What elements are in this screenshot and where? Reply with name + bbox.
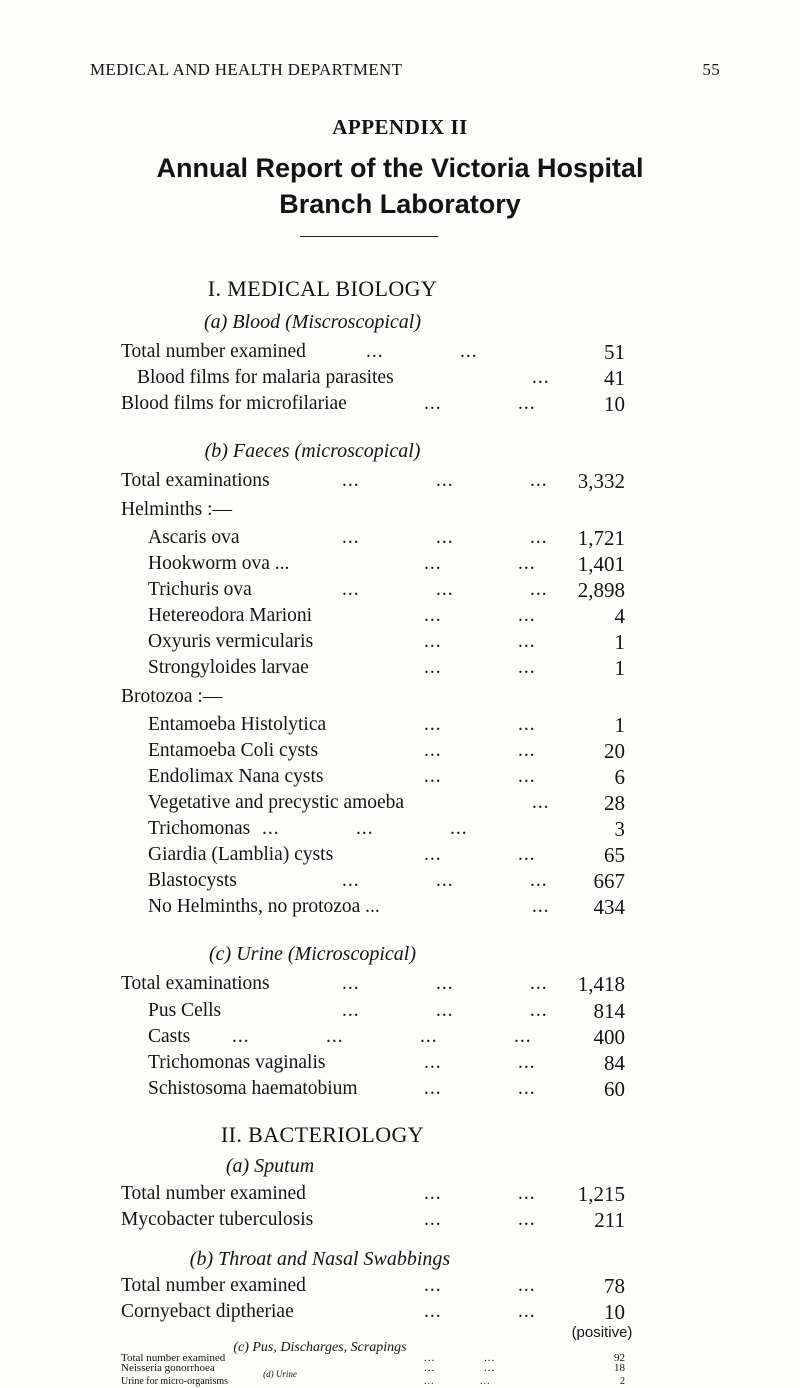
row-value: 84 — [604, 1051, 625, 1075]
table-row — [0, 524, 800, 552]
leader-dots: ... ... — [424, 1376, 491, 1387]
leader-dots: ... — [532, 896, 550, 917]
table-row — [0, 997, 800, 1025]
subhead-sputum: (a) Sputum — [225, 1155, 315, 1177]
table-row — [0, 1376, 800, 1387]
subhead-urine-organisms: (d) Urine — [263, 1369, 297, 1379]
running-title: MEDICAL AND HEALTH DEPARTMENT — [90, 60, 403, 79]
table-row — [0, 711, 800, 739]
row-value: 1,418 — [577, 972, 625, 996]
table-row — [0, 1023, 800, 1051]
row-label: Hookworm ova ... — [148, 553, 290, 574]
subhead-throat-nasal: (b) Throat and Nasal Swabbings — [189, 1248, 451, 1270]
subhead-faeces: (b) Faeces (microscopical) — [204, 440, 421, 462]
row-value: 1,721 — [577, 526, 625, 550]
leader-dots: ... ... ... — [342, 527, 548, 548]
row-label: Entamoeba Histolytica — [148, 714, 327, 735]
helminths-heading-row — [0, 496, 800, 524]
table-row — [0, 737, 800, 765]
table-row — [0, 867, 800, 895]
row-label: Schistosoma haematobium — [148, 1078, 358, 1099]
row-value: 4 — [614, 604, 625, 628]
row-value: 60 — [604, 1077, 625, 1101]
leader-dots: ... ... — [424, 1362, 496, 1374]
table-row — [0, 1272, 800, 1300]
appendix-label: APPENDIX II — [332, 115, 468, 139]
leader-dots: ... ... — [424, 393, 536, 414]
table-row — [0, 1180, 800, 1208]
table-row — [0, 576, 800, 604]
leader-dots: ... ... — [424, 766, 536, 787]
page-number: 55 — [702, 60, 720, 79]
leader-dots: ... ... ... — [342, 973, 548, 994]
leader-dots: ... — [532, 792, 550, 813]
table-row — [0, 1206, 800, 1234]
row-value: 78 — [604, 1274, 625, 1298]
leader-dots: ... ... — [424, 631, 536, 652]
row-value: 18 — [614, 1362, 625, 1374]
row-label: Trichuris ova — [148, 579, 252, 600]
row-label: Total number examined — [121, 341, 306, 362]
leader-dots: ... ... — [424, 740, 536, 761]
leader-dots: ... ... ... — [342, 470, 548, 491]
table-row — [0, 763, 800, 791]
leader-dots: ... ... ... — [342, 579, 548, 600]
row-value: 65 — [604, 843, 625, 867]
row-value: 667 — [593, 869, 625, 893]
leader-dots: ... ... — [424, 714, 536, 735]
table-row — [0, 789, 800, 817]
row-value: 1 — [614, 713, 625, 737]
table-row — [0, 1049, 800, 1077]
table-row — [0, 1075, 800, 1103]
row-label: Total examinations — [121, 973, 270, 994]
subhead-blood: (a) Blood (Miscroscopical) — [204, 311, 421, 333]
row-label: Total number examined — [121, 1352, 226, 1364]
table-row — [0, 338, 800, 366]
row-label: Pus Cells — [148, 1000, 222, 1021]
row-value: 434 — [593, 895, 625, 919]
table-row — [0, 550, 800, 578]
table-row — [0, 628, 800, 656]
helminths-label: Helminths :— — [121, 499, 233, 520]
row-label: Strongyloides larvae — [148, 657, 309, 678]
protozoa-heading-row — [0, 683, 800, 711]
leader-dots: ... ... ... — [342, 870, 548, 891]
leader-dots: ... ... — [424, 844, 536, 865]
table-row — [0, 893, 800, 921]
row-value: 92 — [614, 1352, 625, 1364]
leader-dots: ... ... — [424, 1052, 536, 1073]
row-label: Blastocysts — [148, 870, 237, 891]
row-value: 51 — [604, 340, 625, 364]
row-label: Neisseria gonorrhoea — [121, 1362, 215, 1374]
report-title-line-1: Annual Report of the Victoria Hospital — [156, 153, 644, 183]
table-row — [0, 602, 800, 630]
row-value: 2,898 — [577, 578, 625, 602]
row-value: 2 — [620, 1376, 625, 1387]
row-value: 3 — [614, 817, 625, 841]
row-label: Urine for micro-organisms — [121, 1376, 229, 1387]
row-value: 1 — [614, 656, 625, 680]
table-row — [0, 841, 800, 869]
report-title-line-2: Branch Laboratory — [279, 189, 521, 219]
row-label: Ascaris ova — [148, 527, 240, 548]
leader-dots: ... ... — [424, 1209, 536, 1230]
row-label: Cornyebact diptheriae — [121, 1301, 294, 1322]
row-label: Oxyuris vermicularis — [148, 631, 314, 652]
subhead-urine-microscopical: (c) Urine (Microscopical) — [209, 943, 416, 965]
leader-dots: ... ... — [424, 1275, 536, 1296]
row-value: 41 — [604, 366, 625, 390]
row-value: 10 — [604, 1300, 625, 1324]
row-value: 20 — [604, 739, 625, 763]
leader-dots: ... ... — [424, 657, 536, 678]
table-row — [0, 1298, 800, 1326]
leader-dots: ... ... — [424, 1183, 536, 1204]
leader-dots: ... ... — [424, 605, 536, 626]
leader-dots: ... ... — [366, 341, 478, 362]
table-row — [0, 815, 800, 843]
section-title-medical-biology: I. MEDICAL BIOLOGY — [207, 276, 438, 301]
row-label: Hetereodora Marioni — [148, 605, 313, 626]
row-value: 1,215 — [577, 1182, 625, 1206]
leader-dots: ... ... — [424, 1352, 496, 1364]
row-label: Total examinations — [121, 470, 270, 491]
row-value: 28 — [604, 791, 625, 815]
leader-dots: ... ... ... — [342, 1000, 548, 1021]
row-value: 211 — [594, 1208, 625, 1232]
table-row — [0, 390, 800, 418]
row-label: Trichomonas — [148, 818, 251, 839]
row-label: Blood films for malaria parasites — [137, 367, 394, 388]
table-row — [0, 467, 800, 495]
row-label: Vegetative and precystic amoeba — [148, 792, 405, 813]
table-row — [0, 970, 800, 998]
subhead-pus-discharges: (c) Pus, Discharges, Scrapings — [233, 1340, 407, 1355]
row-value: 10 — [604, 392, 625, 416]
row-value: 1,401 — [577, 552, 625, 576]
leader-dots: ... ... ... — [262, 818, 468, 839]
positive-note: (positive) — [571, 1324, 633, 1341]
leader-dots: ... ... — [424, 1078, 536, 1099]
running-header — [90, 60, 720, 90]
row-value: 1 — [614, 630, 625, 654]
row-label: Total number examined — [121, 1183, 306, 1204]
protozoa-label: Brotozoa :— — [121, 686, 223, 707]
leader-dots: ... ... — [424, 553, 536, 574]
leader-dots: ... ... — [424, 1301, 536, 1322]
leader-dots: ... ... ... ... — [232, 1026, 532, 1047]
row-value: 6 — [614, 765, 625, 789]
leader-dots: ... — [532, 367, 550, 388]
row-value: 3,332 — [577, 469, 625, 493]
row-label: Mycobacter tuberculosis — [121, 1209, 314, 1230]
table-row — [0, 364, 800, 392]
report-title — [0, 150, 800, 222]
section-title-bacteriology: II. BACTERIOLOGY — [220, 1122, 425, 1147]
row-label: No Helminths, no protozoa ... — [148, 896, 380, 917]
title-divider — [300, 236, 438, 237]
row-label: Entamoeba Coli cysts — [148, 740, 319, 761]
row-label: Endolimax Nana cysts — [148, 766, 324, 787]
row-label: Blood films for microfilariae — [121, 393, 347, 414]
row-label: Giardia (Lamblia) cysts — [148, 844, 334, 865]
row-label: Trichomonas vaginalis — [148, 1052, 326, 1073]
row-value: 814 — [593, 999, 625, 1023]
table-row — [0, 654, 800, 682]
row-value: 400 — [593, 1025, 625, 1049]
row-label: Total number examined — [121, 1275, 306, 1296]
row-label: Casts — [148, 1026, 191, 1047]
